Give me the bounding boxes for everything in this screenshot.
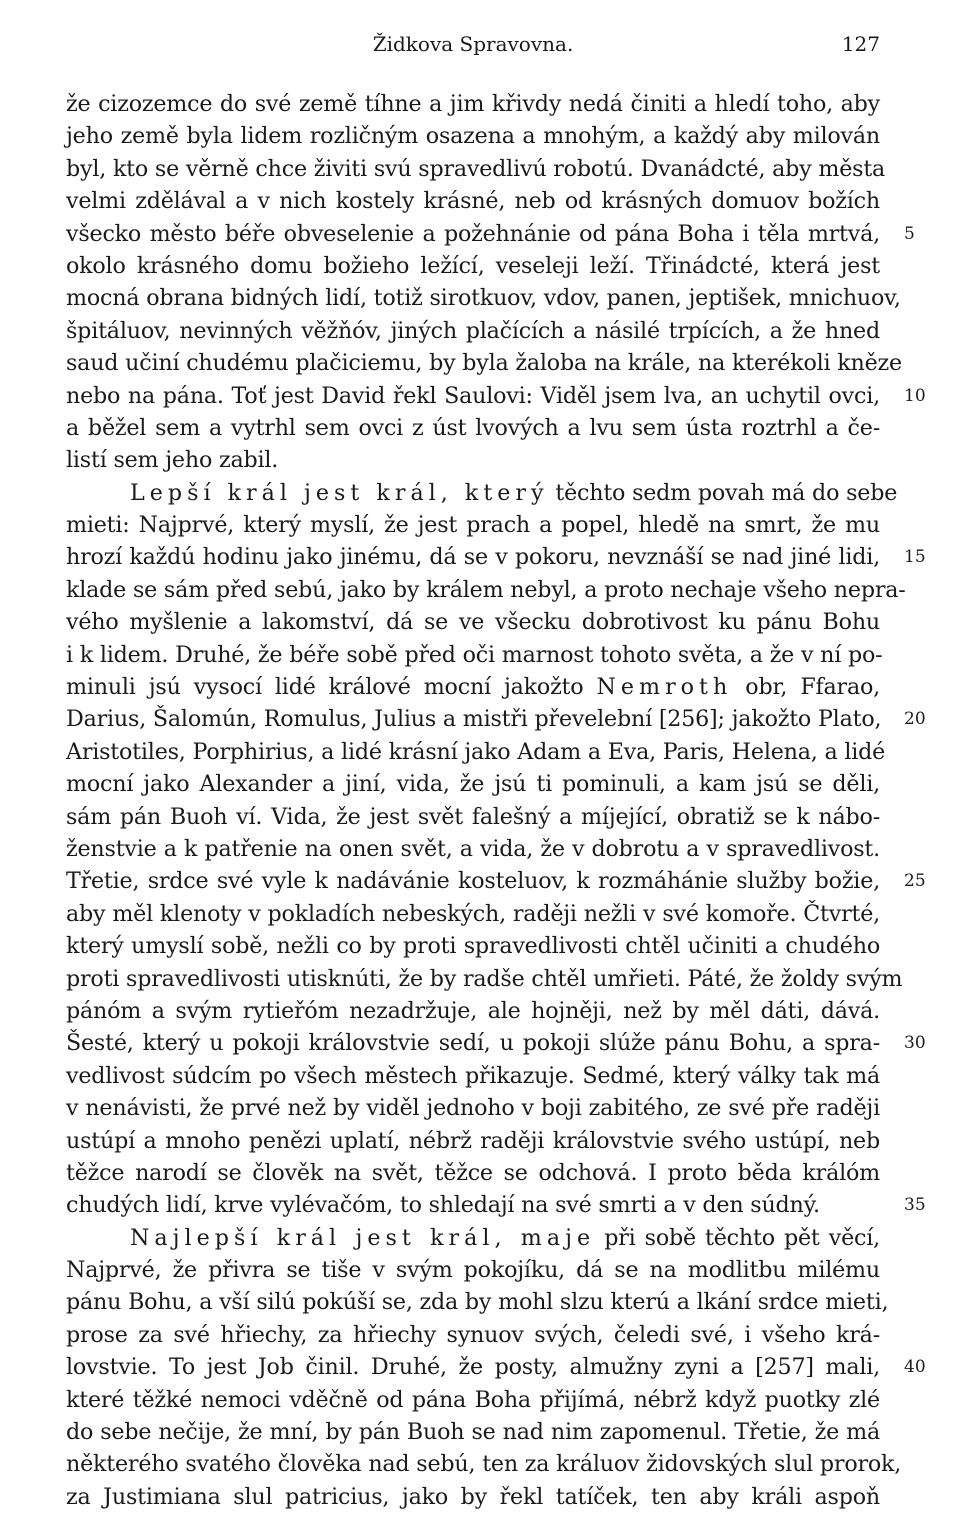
line-text: že cizozemce do své země tíhne a jim křivdy nedá činiti a hledí toho, aby: [66, 91, 880, 117]
line-text: které těžké nemoci vděčně od pána Boha přijímá, nébrž když puotky zlé: [66, 1386, 880, 1413]
line-text: nebo na pána. Toť jest David řekl Saulovi: Viděl jsem lva, an uchytil ovci,: [66, 382, 880, 409]
line-text: mocní jako Alexander a jiní, vida, že jsú ti pominuli, a kam jsú se děli,: [66, 771, 880, 798]
line-text: saud učiní chudému plačiciemu, by byla žaloba na krále, na kterékoli kněze: [66, 350, 902, 377]
line-text: při sobě těchto pět věcí,: [604, 1224, 880, 1251]
text-line: [66, 865, 926, 897]
line-text: některého svatého člověka nad sebú, ten za králuov židovských slul prorok,: [66, 1451, 902, 1478]
text-line: [66, 1319, 880, 1351]
line-text: Třetie, srdce své vyle k nadávánie kosteluov, k rozmáhánie služby božie,: [66, 868, 880, 895]
text-line: [66, 898, 880, 930]
text-line: [66, 1416, 880, 1448]
line-text: velmi zdělával a v nich kostely krásné, neb od krásných domuov božích: [66, 188, 880, 215]
text-line: [66, 833, 880, 865]
line-text: byl, kto se věrně chce živiti svú spravedlivú robotú. Dvanádcté, aby města: [66, 155, 886, 182]
line-text: mieti: Najprvé, který myslí, že jest prach a popel, hledě na smrt, že mu: [66, 512, 880, 539]
line-text: do sebe nečije, že mní, by pán Buoh se nad nim zapomenul. Třetie, že má: [66, 1419, 880, 1446]
line-text: těžce narodí se člověk na svět, těžce se odchová. I proto běda králóm: [66, 1159, 880, 1186]
line-text: ženstvie a k patřenie na onen svět, a vida, že v dobrotu a v spravedlivost.: [66, 835, 880, 862]
line-text: mocná obrana bidných lidí, totiž sirotkuov, vdov, panen, jeptišek, mnichuov,: [66, 285, 901, 312]
text-line: [66, 88, 880, 120]
line-text: pánu Bohu, a vší silú pokúší se, zda by mohl slzu kterú a lkání srdce mieti,: [66, 1289, 889, 1316]
text-line: [66, 1448, 902, 1480]
line-text: listí sem jeho zabil.: [66, 447, 279, 474]
text-line: [66, 1384, 880, 1416]
text-line: [66, 703, 926, 735]
line-text: a běžel sem a vytrhl sem ovci z úst lvových a lvu sem ústa roztrhl a če-: [66, 414, 880, 441]
text-line: [66, 541, 926, 573]
text-line: [66, 380, 926, 412]
text-line: [66, 930, 880, 962]
line-text: klade se sám před sebú, jako by králem nebyl, a proto nechaje všeho nepra-: [66, 576, 906, 603]
line-number: 35: [904, 1195, 926, 1216]
page-header: [66, 30, 880, 58]
text-line: [66, 639, 883, 671]
text-line: [66, 120, 880, 152]
line-text: v nenávisti, že prvé než by viděl jednoho v boji zabitého, ze své pře raději: [66, 1095, 880, 1122]
spaced-text: Najlepší král jest král, maje: [130, 1224, 596, 1251]
line-text: aby měl klenoty v pokladích nebeských, raději nežli v své komoře. Čtvrté,: [66, 900, 880, 927]
text-line: [66, 768, 880, 800]
line-text: těchto sedm povah má do sebe: [555, 479, 898, 506]
body-text: [66, 88, 926, 1513]
text-line: [66, 606, 880, 638]
text-line: [66, 412, 880, 444]
line-text: lovstvie. To jest Job činil. Druhé, že posty, almužny zyni a [257] mali,: [66, 1354, 880, 1381]
text-line: [66, 1222, 880, 1254]
text-line: [66, 574, 906, 606]
line-number: 30: [904, 1033, 926, 1054]
text-line: [66, 250, 880, 282]
line-text: Šesté, který u pokoji královstvie sedí, u pokoji slúže pánu Bohu, a spra-: [66, 1030, 880, 1057]
line-text: obr, Ffarao,: [745, 674, 880, 701]
text-line: [66, 801, 880, 833]
line-text: prose za své hřiechy, za hřiechy synuov svých, čeledi své, i všeho krá-: [66, 1321, 880, 1348]
line-text: vedlivost súdcím po všech městech přikazuje. Sedmé, který války tak má: [66, 1062, 880, 1089]
line-text: Najprvé, že přivra se tiše v svým pokojíku, dá se na modlitbu milému: [66, 1257, 880, 1284]
line-text: špitáluov, nevinných věžňóv, jiných plačících a násilé trpících, a že hned: [66, 317, 880, 344]
line-number: 10: [904, 385, 926, 406]
line-text: chudých lidí, krve vylévačóm, to shledají na své smrti a v den súdný.: [66, 1192, 820, 1219]
line-text: ustúpí a mnoho penězi uplatí, nébrž raději královstvie svého ustúpí, neb: [66, 1127, 880, 1154]
text-line: [66, 1351, 926, 1383]
text-line: [66, 1481, 880, 1513]
line-text: pánóm a svým rytieřóm nezadržuje, ale hojněji, než by měl dáti, dává.: [66, 997, 880, 1024]
line-text: vého myšlenie a lakomství, dá se ve všecku dobrotivost ku pánu Bohu: [66, 609, 880, 636]
text-line: [66, 185, 880, 217]
line-text: za Justimiana slul patricius, jako by řekl tatíček, ten aby králi aspoň: [66, 1483, 880, 1510]
text-line: [66, 736, 886, 768]
line-number: 15: [904, 547, 926, 568]
line-number: 20: [904, 709, 926, 730]
text-line: [66, 444, 880, 476]
text-line: [66, 1189, 926, 1221]
line-number: 40: [904, 1357, 926, 1378]
text-line: [66, 153, 886, 185]
line-number: 5: [904, 223, 915, 244]
running-head: Židkova Spravovna.: [372, 32, 574, 56]
page-number: 127: [841, 32, 880, 56]
text-line: [66, 995, 880, 1027]
text-line: [66, 963, 903, 995]
text-line: [66, 1157, 880, 1189]
text-line: [66, 509, 880, 541]
line-text: proti spravedlivosti utisknúti, že by radše chtěl umřieti. Páté, že žoldy svým: [66, 965, 903, 992]
line-text: všecko město béře obveselenie a požehnánie od pána Boha i těla mrtvá,: [66, 220, 880, 247]
text-line: [66, 1092, 880, 1124]
text-line: [66, 347, 902, 379]
text-line: [66, 477, 898, 509]
line-text: jeho země byla lidem rozličným osazena a mnohým, a každý aby milován: [66, 123, 880, 150]
text-line: [66, 1060, 880, 1092]
text-line: [66, 1125, 880, 1157]
text-line: [66, 671, 880, 703]
line-text: hrozí každú hodinu jako jinému, dá se v pokoru, nevznáší se nad jiné lidi,: [66, 544, 880, 571]
line-text: okolo krásného domu božieho ležící, veseleji leží. Třinádcté, která jest: [66, 252, 880, 279]
line-text: sám pán Buoh ví. Vida, že jest svět falešný a míjející, obratiž se k nábo-: [66, 803, 880, 830]
text-line: [66, 1286, 889, 1318]
text-line: [66, 282, 901, 314]
line-text: i k lidem. Druhé, že béře sobě před oči marnost tohoto světa, a že v ní po-: [66, 641, 883, 668]
spaced-text: Lepší král jest král, který: [130, 479, 549, 506]
text-line: [66, 218, 915, 250]
text-line: [66, 1254, 880, 1286]
text-line: [66, 1027, 926, 1059]
line-text: minuli jsú vysocí lidé králové mocní jakožto: [66, 674, 584, 701]
line-text: Aristotiles, Porphirius, a lidé krásní jako Adam a Eva, Paris, Helena, a lidé: [66, 738, 886, 765]
text-line: [66, 315, 880, 347]
line-text: Darius, Šalomún, Romulus, Julius a mistři převelební [256]; jakožto Plato,: [66, 706, 882, 733]
line-text: který umyslí sobě, nežli co by proti spravedlivosti chtěl učiniti a chudého: [66, 933, 880, 960]
line-number: 25: [904, 871, 926, 892]
spaced-text: Nemroth: [596, 674, 733, 701]
